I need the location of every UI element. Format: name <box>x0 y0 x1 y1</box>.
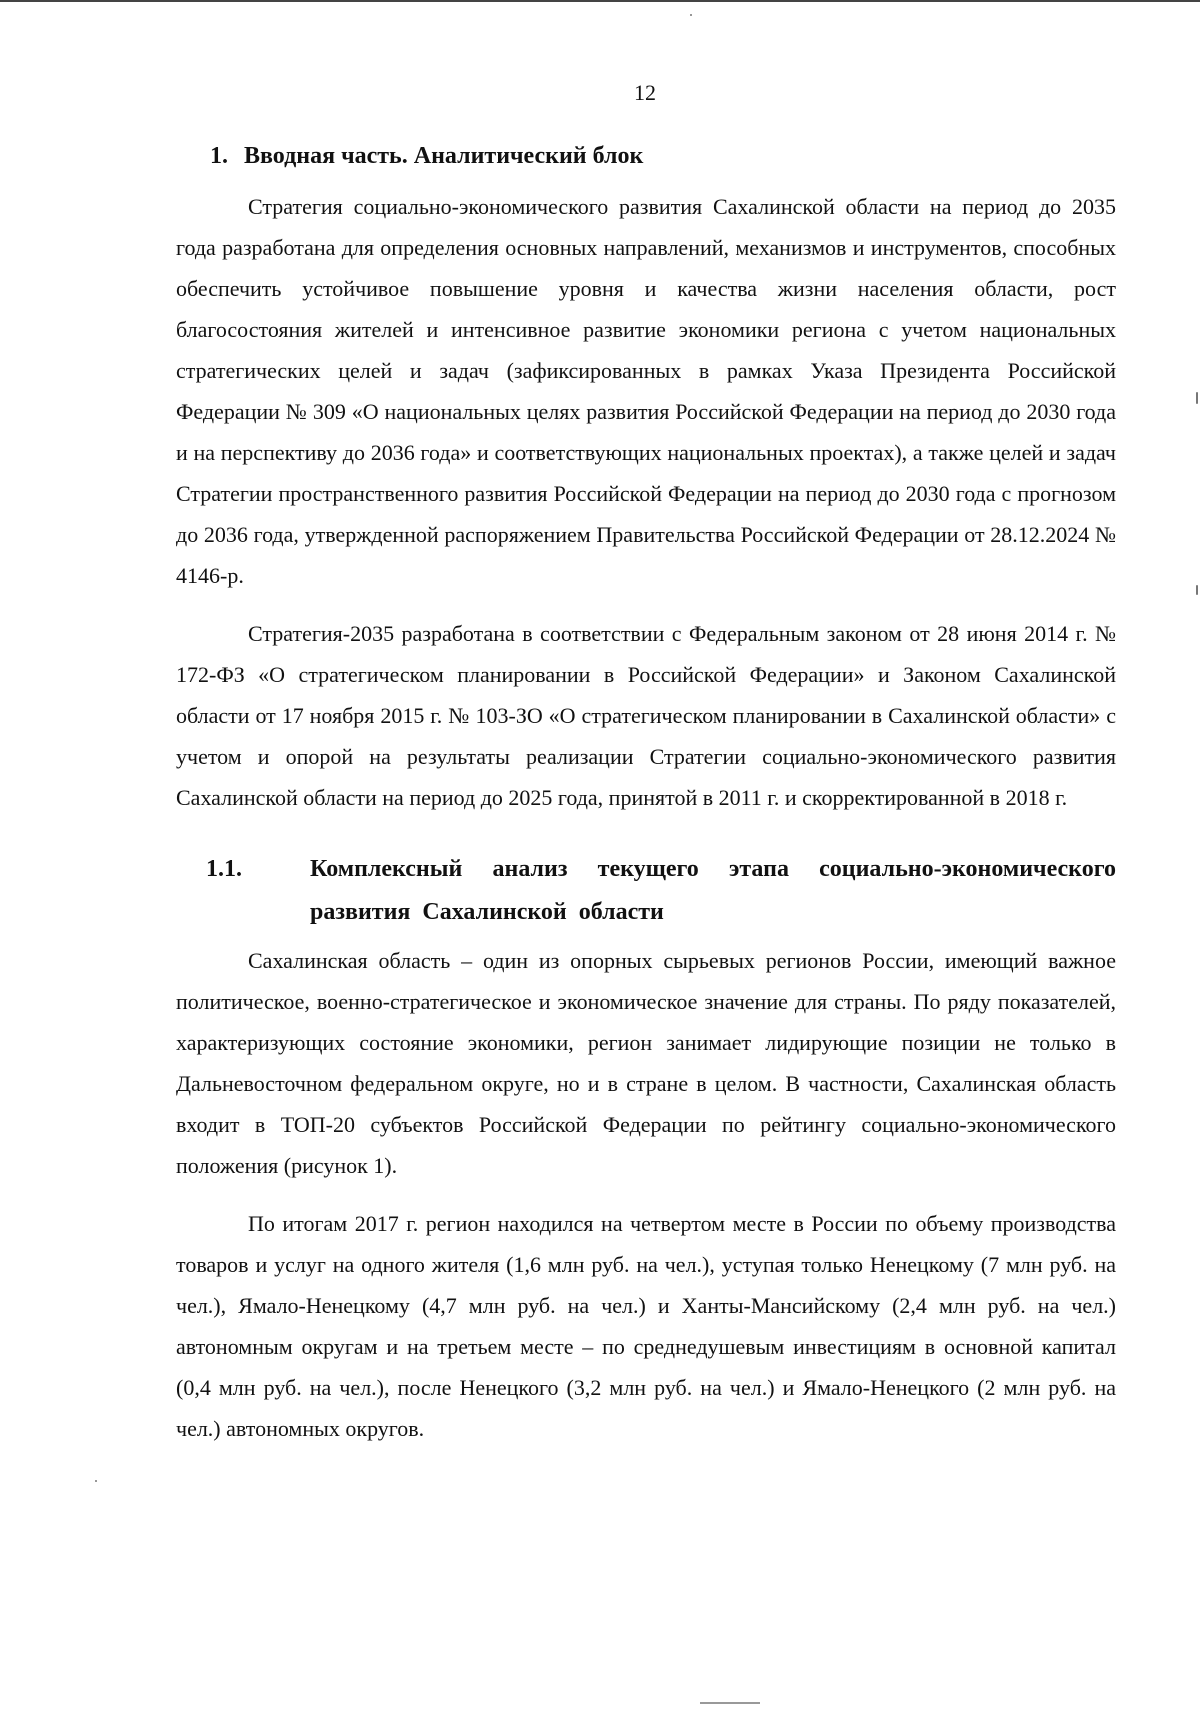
scan-speck <box>95 1480 97 1482</box>
section-title: Вводная часть. Аналитический блок <box>244 143 644 169</box>
document-body <box>176 136 1116 1449</box>
section-heading-1 <box>210 136 1116 176</box>
paragraph-strategy-purpose: Стратегия социально-экономического развития Сахалинской области на период до 2035 года разработана для определения основных направлений, механизмов и инструментов, способных обеспечить устойчивое повышение уровня и качества жизни населения области, рост благосостояния жителей и интенсивное развитие экономики региона с учетом национальных стратегических целей и задач (зафиксированных в рамках Указа Президента Российской Федерации № 309 «О национальных целях развития Российской Федерации на период до 2030 года и на перспективу до 2036 года» и соответствующих национальных проектах), а также целей и задач Стратегии пространственного развития Российской Федерации на период до 2030 года с прогнозом до 2036 года, утвержденной распоряжением Правительства Российской Федерации от 28.12.2024 № 4146-р. <box>176 194 1116 588</box>
subsection-title: Комплексный анализ текущего этапа социально-экономического развития Сахалинской области <box>310 856 1116 925</box>
scan-speck <box>1196 392 1198 404</box>
scan-speck <box>1196 585 1198 595</box>
paragraph-region-overview: Сахалинская область – один из опорных сырьевых регионов России, имеющий важное политическое, военно-стратегическое и экономическое значение для страны. По ряду показателей, характеризующих состояние экономики, регион занимает лидирующие позиции не только в Дальневосточном федеральном округе, но и в стране в целом. В частности, Сахалинская область входит в ТОП-20 субъектов Российской Федерации по рейтингу социально-экономического положения (рисунок 1). <box>176 948 1116 1178</box>
scan-top-edge-line <box>0 0 1200 2</box>
subsection-heading-1-1 <box>176 848 1116 934</box>
page-number: 12 <box>634 80 656 105</box>
section-number: 1. <box>210 143 228 169</box>
scan-speck <box>700 1702 760 1704</box>
scan-speck <box>690 14 692 16</box>
paragraph-2017-results: По итогам 2017 г. регион находился на четвертом месте в России по объему производства товаров и услуг на одного жителя (1,6 млн руб. на чел.), уступая только Ненецкому (7 млн руб. на чел.), Ямало-Ненецкому (4,7 млн руб. на чел.) и Ханты-Мансийскому (2,4 млн руб. на чел.) автономным округам и на третьем месте – по среднедушевым инвестициям в основной капитал (0,4 млн руб. на чел.), после Ненецкого (3,2 млн руб. на чел.) и Ямало-Ненецкого (2 млн руб. на чел.) автономных округов. <box>176 1211 1116 1441</box>
paragraph-strategy-legal-basis: Стратегия-2035 разработана в соответствии с Федеральным законом от 28 июня 2014 г. № 172-ФЗ «О стратегическом планировании в Российской Федерации» и Законом Сахалинской области от 17 ноября 2015 г. № 103-ЗО «О стратегическом планировании в Сахалинской области» с учетом и опорой на результаты реализации Стратегии социально-экономического развития Сахалинской области на период до 2025 года, принятой в 2011 г. и скорректированной в 2018 г. <box>176 621 1116 810</box>
subsection-number: 1.1. <box>206 856 242 882</box>
